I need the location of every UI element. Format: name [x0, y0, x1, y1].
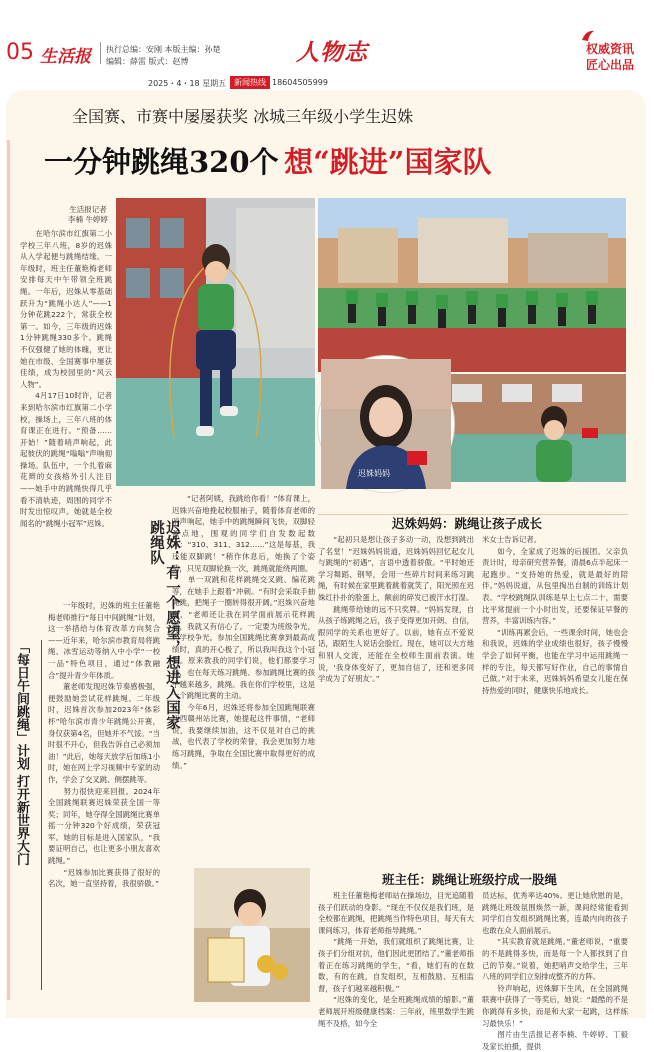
photo-playground-art — [318, 198, 626, 372]
kicker: 全国赛、市赛中屡屡获奖 冰城三年级小学生迟姝 — [72, 107, 414, 126]
photo-girl-certificate — [194, 868, 310, 1002]
headline-accent: 想“跳进”国家队 — [284, 145, 492, 179]
masthead — [0, 0, 654, 92]
article-col-7: 员达标，优秀率达40%。更让她欣慰的是，跳绳让班级氛围焕然一新，课间经常能看到同学们自发组织跳绳比赛，连最内向的孩子也敢在众人面前展示。 “其实教育就是跳绳。”董老师说，“重要的不是跳得多快，而是每一个人都找到了自己的节奏。”说着，她把哨声交给学生，三年八班的同学们立刻排成整齐的方阵。 铃声响起，迟姝脚下生风，在全国跳绳联赛中获得了一等奖后，她说：“最酷的不是你跳得有多快，而是和大家一起跳，这样练习最快乐！” 图片由生活报记者李楠、牛婷婷、丁毅及家长拍摄，提供 — [482, 891, 628, 1051]
portrait-caption: 迟姝妈妈 — [358, 469, 390, 478]
photo-girl-jumping-art — [116, 198, 315, 486]
subheading-mom: 迟姝妈妈：跳绳让孩子成长 — [392, 516, 543, 531]
article-col-3: 一年级时，迟姝的班主任董艳梅老师推行“每日中间跳绳”计划，这一举措给与体育改革方向契合——近年来，哈尔滨市教育局将跳绳、冰雪运动等纳入中小学“一校一品”特色项目，通过“体教融合”提升青少年体质。 董老师发现迟姝节奏感极强，便鼓励她尝试花样跳绳。二年级时，迟姝首次参加2023年“体彩杯”哈尔滨市青少年跳绳公开赛，身仅获第4名，但她并不气馁。“当时很不开心，但我告诉自己必须加油！”此后，她每天放学后加练1小时，她在网上学习视频中专家的动作，学会了交叉跳、侧摆跳等。 努力很快迎来回报。2024年全国跳绳联赛迟姝荣获全国一等奖；同年，她夺得全国跳绳比赛单摇一分钟320个好成绩，荣获冠军。她的目标是进入国家队，“我要证明自己，也让更多小朋友喜欢跳绳。” “迟姝参加比赛获得了很好的名次，她一直坚持着，我很骄傲。” — [48, 601, 161, 889]
subheading-vertical-1: 迟姝：有一个愿望，想进入国家跳绳队 — [148, 520, 181, 730]
logo-divider — [100, 42, 101, 64]
editors: 编辑：薛雷 版式：赵博 — [106, 57, 189, 66]
photo-certificate-art — [194, 868, 310, 1002]
section-title: 人物志 — [296, 40, 368, 66]
article-col-1: 在哈尔滨市红旗第二小学校三年八班，8岁的迟姝从入学起便与跳绳结缘。一年级时，班主任董艳梅老师安排每天中午带领全班跳绳。一年后，迟姝从零基础跃升为“跳绳小达人”——1分钟花跳222个，常获全校第一。如今，三年级的迟姝1分钟跳绳330多个。跳绳不仅强健了她的体魄，更让她在市级、全国赛事中屡获佳绩，成为校园里的“风云人物”。 4月17日10时许，记者来到哈尔滨市红旗第二小学校，操场上，三年八班的体育课正在进行。“预备……开始！”随着哨声响起，此起彼伏的跳绳“嗡嗡”声响彻操场。队伍中，一个扎着麻花辫的女孩格外引人注目——她手中的跳绳快得几乎看不清轨迹，周围的同学不时发出惊叹声。她就是全校闻名的“跳绳小冠军”迟姝。 — [20, 229, 112, 528]
left-accent-bar — [7, 140, 10, 1000]
article-col-6: 班主任董艳梅老师站在操场边，目光追随着孩子们跃动的身影。“现在不仅仅是我们班，是全校都在跳绳，把跳绳当作特色项目，每天有大课间练习，体育老师指导跳绳。” “跳绳一开始，我们就组织了跳绳比赛，让孩子们分组对抗，他们因此更团结了。”董老师指着正在练习跳绳的学生，“看，她们有的在数数，有的在跳，自发组织，互相鼓励、互相监督，孩子们越来越积极。” “迟姝的变化，是全班跳绳成绩的缩影。”董老师展开班级健康档案：三年前，班里数学生跳绳不及格，如今全 — [318, 891, 474, 1028]
photo-interview-art — [442, 374, 626, 482]
slogan-bottom: 匠心出品 — [586, 58, 635, 72]
photo-playground-group — [318, 198, 626, 372]
article-col-5: 米女士告诉记者。 如今，全家成了迟姝的后援团。父亲负责计时，母亲研究营养餐，清晨6点半起床一起跑步。“支持她的热爱，就是最好的陪伴。”妈妈说道，从包里掏出自制的训练计划表。“学校跳绳队训练是早上七点二十，需要比平常提前一个小时出发，还要保证早餐的营养，丰富训练内容。” “训练再累会后，一些课余时间，她也会和我说，迟姝的学业成绩也很好，孩子慢慢学会了如何平衡，也能在学习中运用跳绳一样的专注，每天都写好作业，自己的事情自己做。”对于未来，迟姝妈妈希望女儿能在保持热爱的同时，健康快乐地成长。 — [482, 535, 628, 695]
article-col-4: “起初只是想让孩子多动一动，没想到跳出了名堂！”迟姝妈妈说道，迟姝妈妈回忆起女儿与跳绳的“初遇”，言语中透着骄傲。“平时她还学习舞蹈、钢琴，会用一些碎片时间来练习跳绳，有时候在家里跳着跳着就笑了，阳光照在迟姝红扑扑的脸蛋上，额前的碎发已被汗水打湿。 跳绳带给她的远不只奖牌。“妈妈发现，自从孩子练跳绳之后，孩子变得更加开朗、自信，跟同学的关系也更好了。以前，她有点不爱说话，跟陌生人说话会脸红。现在，她可以大方地和别人交流，还能在全校师生面前表演。她说，‘我身体变好了，更加自信了，还和更多同学成为了好朋友’。” — [318, 535, 474, 684]
subheading-vertical-2: 「每日午间跳绳」计划 打开新世界大门 — [14, 640, 29, 866]
paper-logo: 生活报 — [40, 47, 91, 67]
headline-main: 一分钟跳绳320个 — [44, 145, 279, 179]
headline — [44, 140, 492, 181]
date: 2025・4・18 星期五 — [148, 79, 227, 88]
article-col-2: “记者阿姨，我跳给你看！”体育课上，迟姝兴奋地挽起校服袖子，随着体育老师的哨声响起，她手中的跳绳瞬间飞快，双脚轻盈点地，围观的同学们自发数起数来：“310、311、312……”这是每基，我还能双脚跳！”稍作休息后，她换了个姿势，只见双脚轮换一次，跳绳就能绕两圈。 单一双跳和花样跳绳交叉跳、编花跳等，在她手上跟着“冲刺。“有时会采取手抽绳跳，把绳子一圈转得很开阔。”迟姝兴奋地说，“老师还让我在同学面前展示花样跳绳，我就又有信心了。一定要为班级争光，为学校争光。参加全国跳绳比赛拿到最高成绩时，真的开心极了，所以我叫我这个小冠军。原来教我的同学们说，他们都要学习我，也在每天练习跳绳、参加跳绳比赛的孩子越来越多，跳绳。我在你们学校里，这是一个跳绳比赛的主动。 今年6月，迟姝还将参加全国跳绳联赛江西赣州站比赛，她提起这件事情，“老师说，我要继续加油，这不仅是对自己的挑战，也代表了学校的荣誉，我会更加努力地练习跳绳，争取在全国比赛中取得更好的成绩。” — [172, 494, 315, 770]
hotline-number: 18604505999 — [272, 78, 328, 87]
photo-girl-jumping — [116, 198, 315, 486]
vertical-divider — [41, 640, 42, 990]
subheading-teacher: 班主任：跳绳让班级拧成一股绳 — [382, 872, 558, 887]
byline: 生活报记者 李楠 牛婷婷 — [68, 205, 108, 224]
photo-girl-interview — [442, 374, 626, 482]
hotline-badge: 新闻热线 — [230, 76, 270, 89]
page-number: 05 — [6, 40, 34, 65]
exec-editor: 执行总编：安刚 本版主编：孙楚 — [106, 45, 221, 54]
slogan-top: 权威资讯 — [586, 42, 635, 56]
